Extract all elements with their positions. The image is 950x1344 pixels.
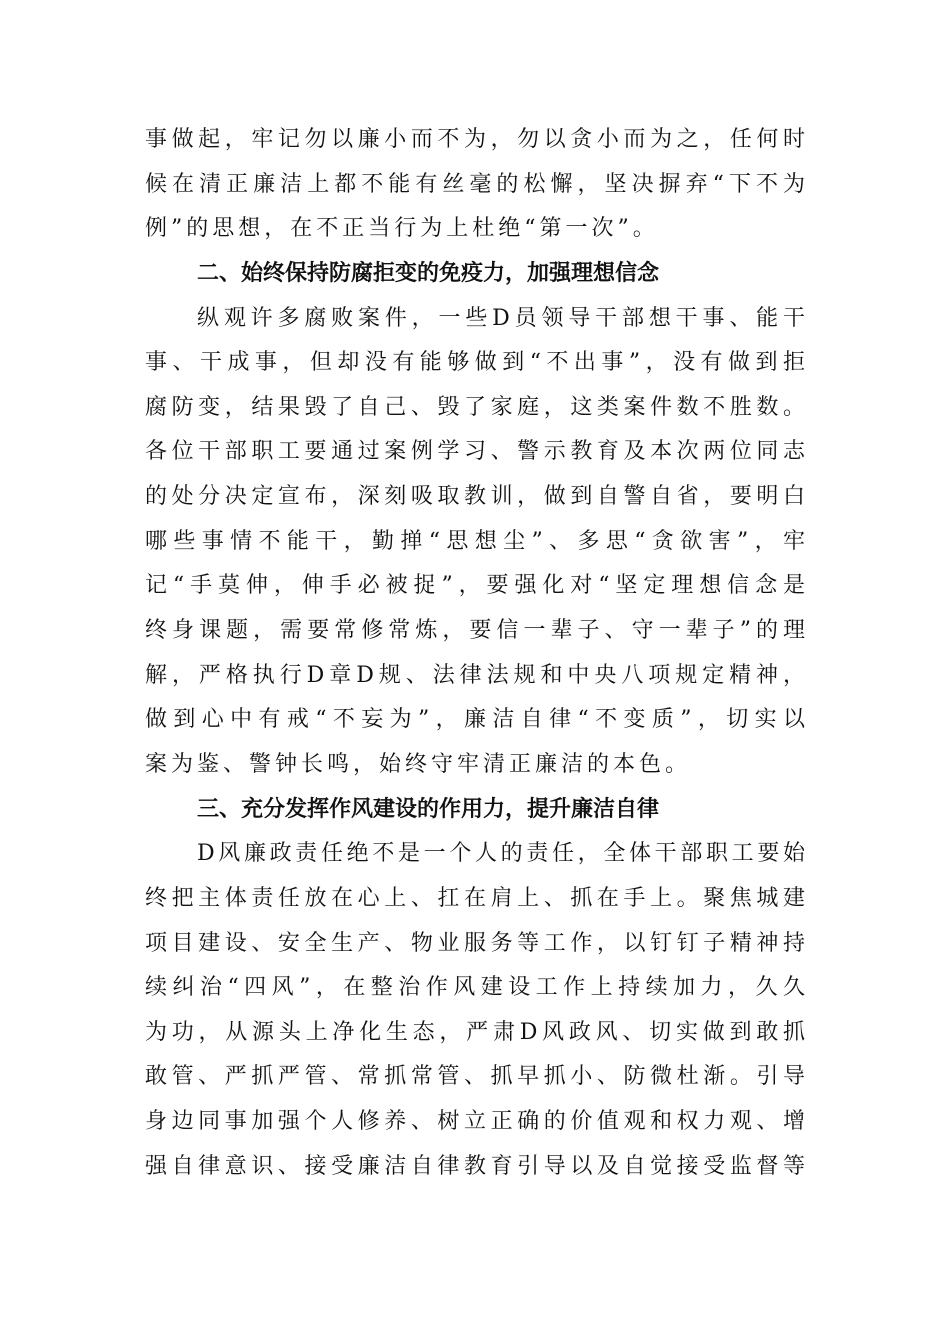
text-line: 事做起，牢记勿以廉小而不为，勿以贪小而为之，任何时 (145, 127, 805, 152)
text-line: 终把主体责任放在心上、扛在肩上、抓在手上。聚焦城建 (145, 885, 805, 911)
section-heading: 三、充分发挥作风建设的作用力，提升廉洁自律 (197, 796, 660, 822)
text-line: 身边同事加强个人修养、树立正确的价值观和权力观、增 (145, 1109, 805, 1135)
text-line: 解，严格执行D章D规、法律法规和中央八项规定精神， (145, 662, 805, 688)
text-line: D风廉政责任绝不是一个人的责任，全体干部职工要始 (197, 841, 805, 867)
text-line: 哪些事情不能干，勤掸“思想尘”、多思“贪欲害”，牢 (145, 528, 805, 554)
text-line: 案为鉴、警钟长鸣，始终守牢清正廉洁的本色。 (145, 751, 692, 777)
text-line: 的处分决定宣布，深刻吸取教训，做到自警自省，要明白 (145, 484, 805, 510)
text-line: 各位干部职工要通过案例学习、警示教育及本次两位同志 (145, 439, 805, 465)
text-line: 腐防变，结果毁了自己、毁了家庭，这类案件数不胜数。 (145, 394, 805, 420)
text-line: 记“手莫伸，伸手必被捉”，要强化对“坚定理想信念是 (145, 573, 805, 599)
text-line: 强自律意识、接受廉洁自律教育引导以及自觉接受监督等 (145, 1153, 805, 1179)
text-line: 事、干成事，但却没有能够做到“不出事”，没有做到拒 (145, 350, 805, 376)
text-line: 为功，从源头上净化生态，严肃D风政风、切实做到敢抓 (145, 1019, 805, 1045)
text-line: 做到心中有戒“不妄为”，廉洁自律“不变质”，切实以 (145, 707, 805, 733)
text-line: 敢管、严抓严管、常抓常管、抓早抓小、防微杜渐。引导 (145, 1064, 805, 1090)
text-line: 例”的思想，在不正当行为上杜绝“第一次”。 (145, 216, 659, 242)
section-heading: 二、始终保持防腐拒变的免疫力，加强理想信念 (197, 260, 660, 286)
text-line: 纵观许多腐败案件，一些D员领导干部想干事、能干 (197, 305, 805, 331)
text-line: 续纠治“四风”，在整治作风建设工作上持续加力，久久 (145, 975, 805, 1001)
text-line: 项目建设、安全生产、物业服务等工作，以钉钉子精神持 (145, 930, 805, 956)
text-line: 终身课题，需要常修常炼，要信一辈子、守一辈子”的理 (145, 618, 805, 644)
text-line: 候在清正廉洁上都不能有丝毫的松懈，坚决摒弃“下不为 (145, 171, 805, 197)
document-page (145, 118, 805, 1189)
